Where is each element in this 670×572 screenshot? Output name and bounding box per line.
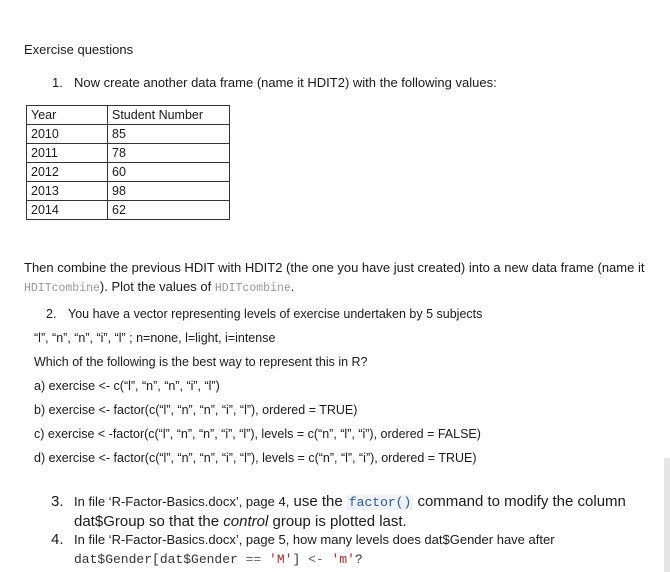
question-4-text: how many levels does dat$Gender have after — [289, 532, 555, 547]
question-3 — [52, 492, 652, 531]
question-4 — [52, 530, 652, 569]
question-3-file-ref: In file ‘R-Factor-Basics.docx’, page 4, — [74, 494, 290, 509]
question-3-text-mid: use the — [289, 493, 347, 510]
cell-student-number: 98 — [108, 182, 230, 201]
question-4-code — [74, 552, 363, 567]
question-2-number: 2. — [46, 307, 57, 321]
option-b: b) exercise <- factor(c(“l”, “n”, “n”, “i”, “l”), ordered = TRUE) — [34, 403, 358, 417]
option-c: c) exercise < -factor(c(“l”, “n”, “n”, “i”, “l”), levels = c(“n”, “l”, “i”), ordered = FALSE) — [34, 427, 481, 441]
exercise-heading: Exercise questions — [24, 42, 134, 57]
question-2-vector: “l”, “n”, “n”, “i”, “l” ; n=none, l=light, i=intense — [34, 331, 276, 345]
combine-text-1: Then combine the previous HDIT with HDIT2 (the one you have just created) into a new data frame (name it — [24, 260, 645, 275]
header-student-number: Student Number — [108, 106, 230, 125]
combine-text-2: ). Plot the values of — [99, 279, 215, 294]
page-edge-shadow — [664, 458, 670, 572]
cell-student-number: 60 — [108, 163, 230, 182]
question-3-text-suffix: command to modify the column dat$Group so that the — [74, 493, 626, 530]
table-row — [27, 144, 230, 163]
table-row — [27, 182, 230, 201]
cell-year: 2010 — [27, 125, 108, 144]
combine-instructions — [24, 258, 664, 298]
cell-student-number: 85 — [108, 125, 230, 144]
question-4-number: 4. — [51, 531, 64, 548]
year-student-table — [26, 105, 230, 220]
question-4-file-ref: In file ‘R-Factor-Basics.docx’, page 5, — [74, 532, 290, 547]
cell-student-number: 62 — [108, 201, 230, 220]
question-3-number: 3. — [51, 493, 64, 510]
code-part: ] — [292, 552, 309, 567]
combine-text-3: . — [290, 279, 295, 294]
code-string: 'M' — [261, 552, 293, 567]
cell-year: 2011 — [27, 144, 108, 163]
table-row — [27, 163, 230, 182]
table-row — [27, 125, 230, 144]
combine-code-1: HDITcombine — [24, 282, 100, 295]
question-1-number: 1. — [52, 75, 63, 90]
question-1-text: Now create another data frame (name it HDIT2) with the following values: — [74, 75, 497, 90]
question-3-text-end: group is plotted last. — [268, 513, 407, 530]
question-2-prompt: Which of the following is the best way to represent this in R? — [34, 355, 368, 369]
code-operator: == — [245, 552, 262, 567]
question-1 — [52, 75, 497, 90]
code-part: dat$Gender[dat$Gender — [74, 552, 246, 567]
question-2 — [46, 307, 482, 321]
cell-year: 2013 — [27, 182, 108, 201]
cell-student-number: 78 — [108, 144, 230, 163]
code-part: ? — [354, 552, 363, 567]
combine-code-2: HDITcombine — [214, 282, 291, 295]
option-a: a) exercise <- c(“l”, “n”, “n”, “i”, “l”) — [34, 379, 220, 393]
table-row — [27, 201, 230, 220]
option-d: d) exercise <- factor(c(“l”, “n”, “n”, “i”, “l”), levels = c(“n”, “l”, “i”), ordered = TRUE) — [34, 451, 477, 465]
cell-year: 2014 — [27, 201, 108, 220]
question-3-code: factor() — [348, 495, 412, 510]
question-3-italic: control — [223, 513, 269, 530]
cell-year: 2012 — [27, 163, 108, 182]
table-header-row — [27, 106, 230, 125]
code-operator: <- — [308, 552, 324, 567]
code-string: 'm' — [323, 552, 355, 567]
header-year: Year — [27, 106, 108, 125]
question-2-text: You have a vector representing levels of exercise undertaken by 5 subjects — [68, 307, 483, 321]
